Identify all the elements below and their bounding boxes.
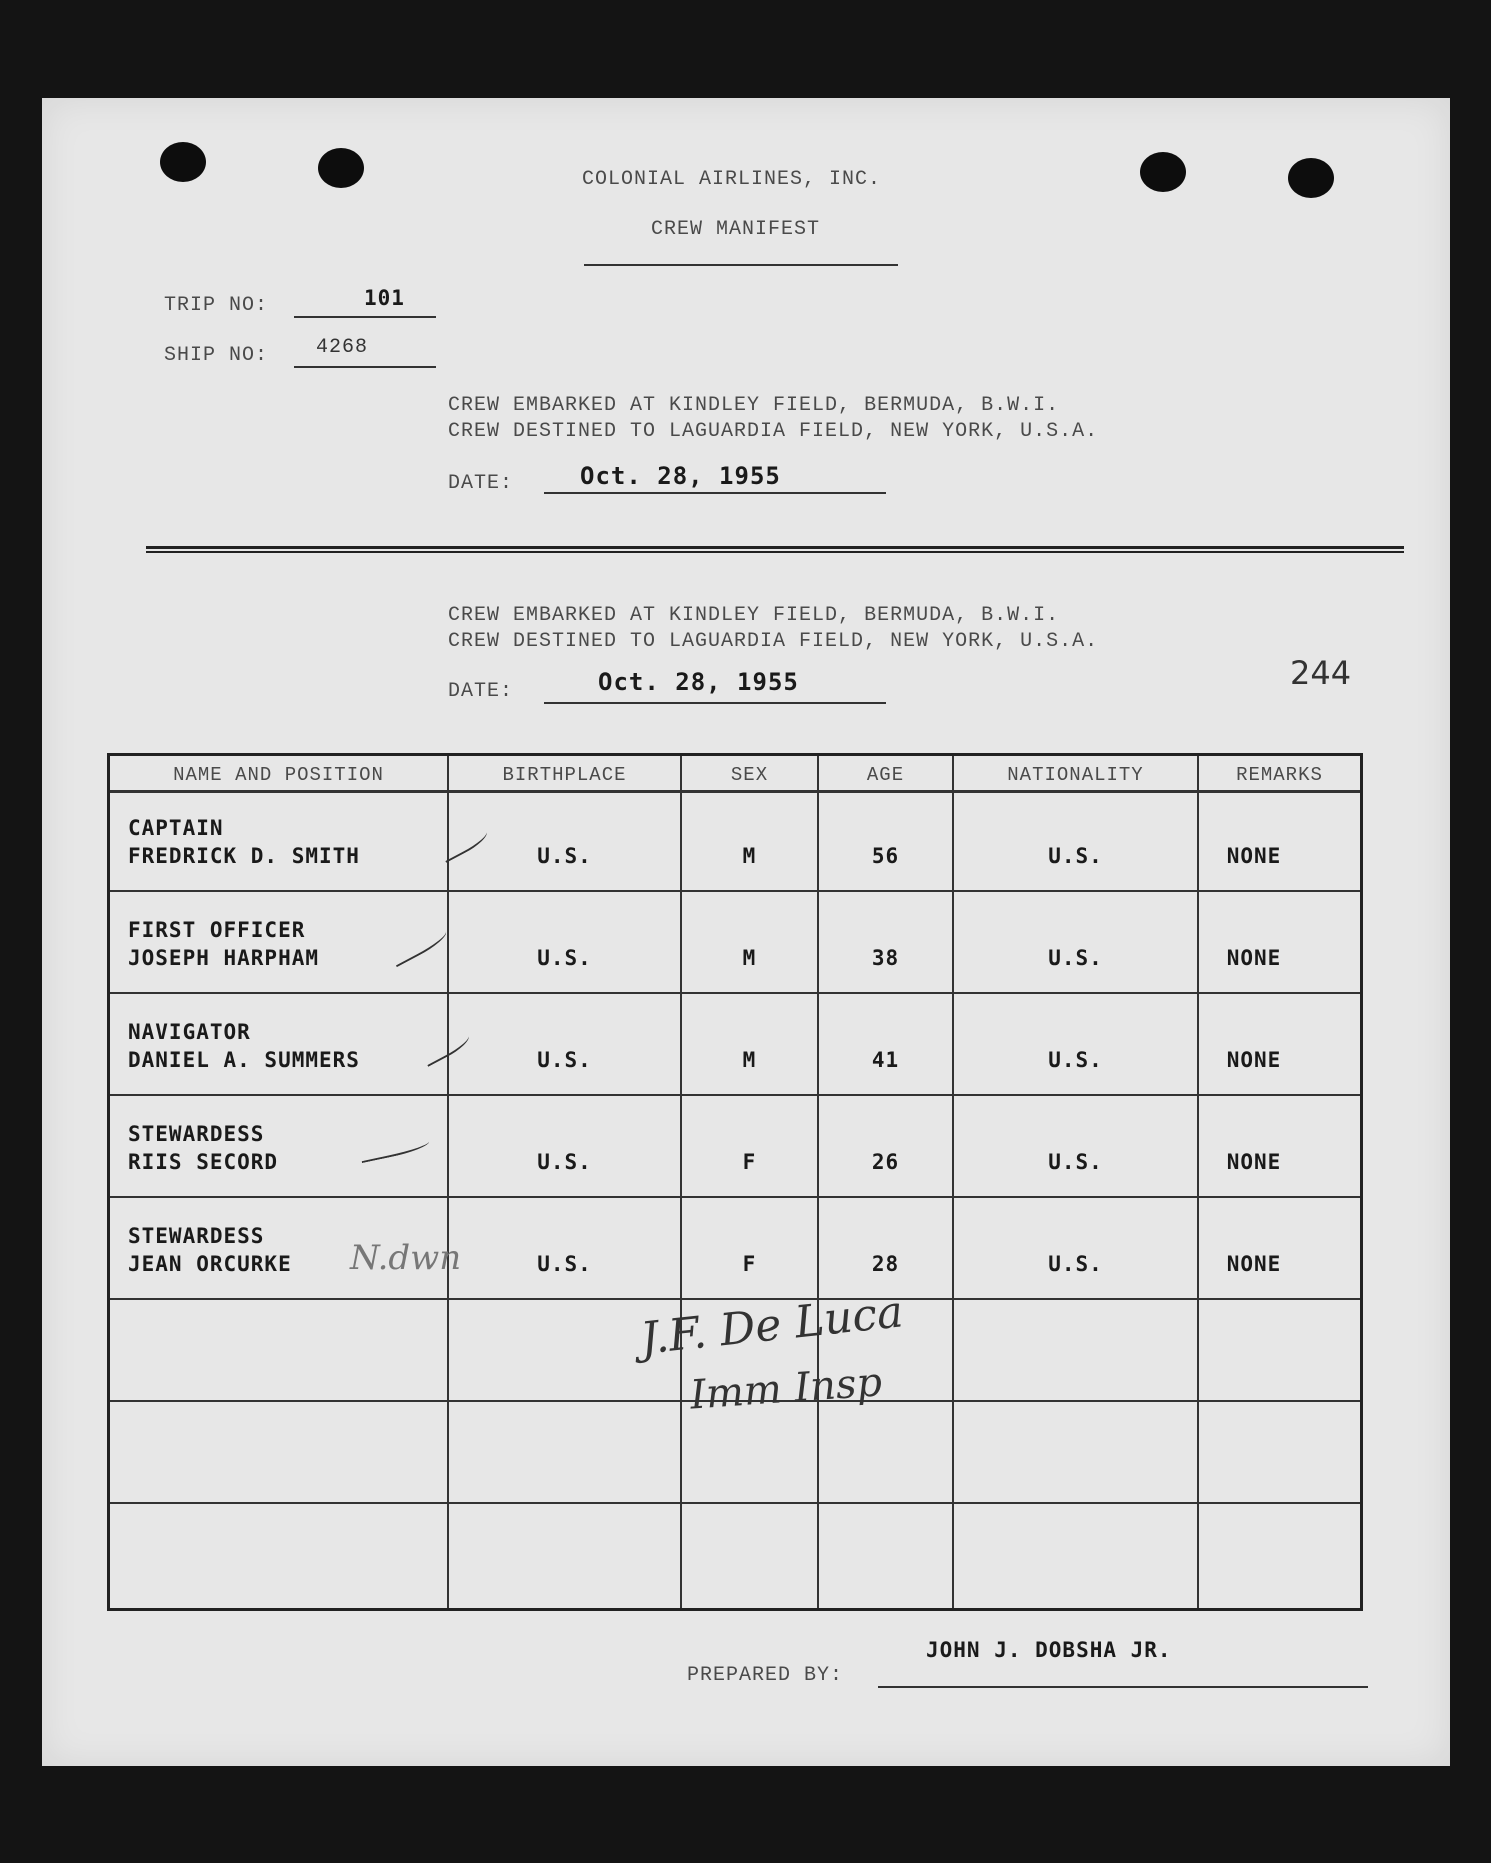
crew-sex: M [742, 844, 757, 868]
column-divider [1197, 756, 1199, 1608]
header-sex: SEX [730, 764, 769, 786]
check-mark-icon [360, 1137, 431, 1163]
trip-label: TRIP NO: [164, 294, 269, 317]
crew-name: FREDRICK D. SMITH [128, 844, 360, 868]
crew-position: STEWARDESS [128, 1122, 265, 1146]
embarked-line-1: CREW EMBARKED AT KINDLEY FIELD, BERMUDA, B.W.I. [448, 394, 1060, 417]
date-value-1: Oct. 28, 1955 [580, 462, 781, 490]
prepared-by-value: JOHN J. DOBSHA JR. [926, 1638, 1172, 1662]
column-divider [817, 756, 819, 1608]
divider-rule [146, 546, 1404, 549]
header-name-position: NAME AND POSITION [173, 764, 384, 786]
crew-remarks: NONE [1226, 844, 1282, 868]
column-divider [952, 756, 954, 1608]
row-divider [110, 1298, 1360, 1300]
crew-nationality: U.S. [1048, 946, 1103, 970]
crew-birthplace: U.S. [537, 844, 592, 868]
crew-position: STEWARDESS [128, 1224, 265, 1248]
manifest-page [42, 98, 1450, 1766]
crew-position: NAVIGATOR [128, 1020, 251, 1044]
crew-nationality: U.S. [1048, 1252, 1103, 1276]
ship-underline [294, 366, 436, 368]
trip-underline [294, 316, 436, 318]
prepared-by-underline [878, 1686, 1368, 1688]
destined-line-2: CREW DESTINED TO LAGUARDIA FIELD, NEW YORK, U.S.A. [448, 630, 1099, 653]
row-divider [110, 1094, 1360, 1096]
destined-line-1: CREW DESTINED TO LAGUARDIA FIELD, NEW YORK, U.S.A. [448, 420, 1099, 443]
crew-age: 28 [871, 1252, 900, 1276]
date-underline-2 [544, 702, 886, 704]
date-value-2: Oct. 28, 1955 [598, 668, 799, 696]
crew-table [107, 753, 1363, 1611]
crew-remarks: NONE [1226, 946, 1282, 970]
crew-name: JEAN ORCURKE [128, 1252, 292, 1276]
crew-position: CAPTAIN [128, 816, 224, 840]
handwritten-annotation: N.dwn [350, 1238, 462, 1278]
crew-age: 38 [871, 946, 900, 970]
crew-age: 41 [871, 1048, 900, 1072]
title-underline [584, 264, 898, 266]
punch-hole [1140, 152, 1186, 192]
punch-hole [160, 142, 206, 182]
date-label-2: DATE: [448, 680, 514, 703]
document-title: CREW MANIFEST [651, 218, 821, 241]
column-divider [447, 756, 449, 1608]
date-underline-1 [544, 492, 886, 494]
punch-hole [318, 148, 364, 188]
embarked-line-2: CREW EMBARKED AT KINDLEY FIELD, BERMUDA, B.W.I. [448, 604, 1060, 627]
punch-hole [1288, 158, 1334, 198]
crew-name: RIIS SECORD [128, 1150, 279, 1174]
header-birthplace: BIRTHPLACE [502, 764, 627, 786]
crew-remarks: NONE [1226, 1150, 1282, 1174]
header-remarks: REMARKS [1236, 764, 1323, 786]
ship-value: 4268 [316, 336, 369, 359]
crew-birthplace: U.S. [537, 1150, 592, 1174]
column-divider [680, 756, 682, 1608]
ship-label: SHIP NO: [164, 344, 269, 367]
crew-age: 56 [871, 844, 900, 868]
divider-rule [146, 551, 1404, 553]
crew-sex: M [742, 946, 757, 970]
crew-name: JOSEPH HARPHAM [128, 946, 320, 970]
header-nationality: NATIONALITY [1007, 764, 1144, 786]
row-divider [110, 890, 1360, 892]
crew-birthplace: U.S. [537, 1048, 592, 1072]
signature: J.F. De Luca [638, 1286, 906, 1365]
prepared-by-label: PREPARED BY: [687, 1664, 844, 1687]
date-label-1: DATE: [448, 472, 514, 495]
trip-value: 101 [364, 286, 405, 310]
company-name: COLONIAL AIRLINES, INC. [582, 168, 882, 191]
crew-nationality: U.S. [1048, 1150, 1103, 1174]
row-divider [110, 790, 1360, 793]
header-age: AGE [866, 764, 905, 786]
row-divider [110, 1196, 1360, 1198]
crew-position: FIRST OFFICER [128, 918, 306, 942]
crew-birthplace: U.S. [537, 1252, 592, 1276]
signature: Imm Insp [688, 1359, 884, 1419]
row-divider [110, 992, 1360, 994]
crew-remarks: NONE [1226, 1252, 1282, 1276]
crew-nationality: U.S. [1048, 844, 1103, 868]
check-mark-icon [390, 927, 450, 968]
crew-sex: F [742, 1252, 757, 1276]
crew-age: 26 [871, 1150, 900, 1174]
crew-nationality: U.S. [1048, 1048, 1103, 1072]
page-number: 244 [1290, 654, 1352, 692]
crew-remarks: NONE [1226, 1048, 1282, 1072]
crew-sex: M [742, 1048, 757, 1072]
row-divider [110, 1502, 1360, 1504]
crew-birthplace: U.S. [537, 946, 592, 970]
crew-name: DANIEL A. SUMMERS [128, 1048, 360, 1072]
crew-sex: F [742, 1150, 757, 1174]
